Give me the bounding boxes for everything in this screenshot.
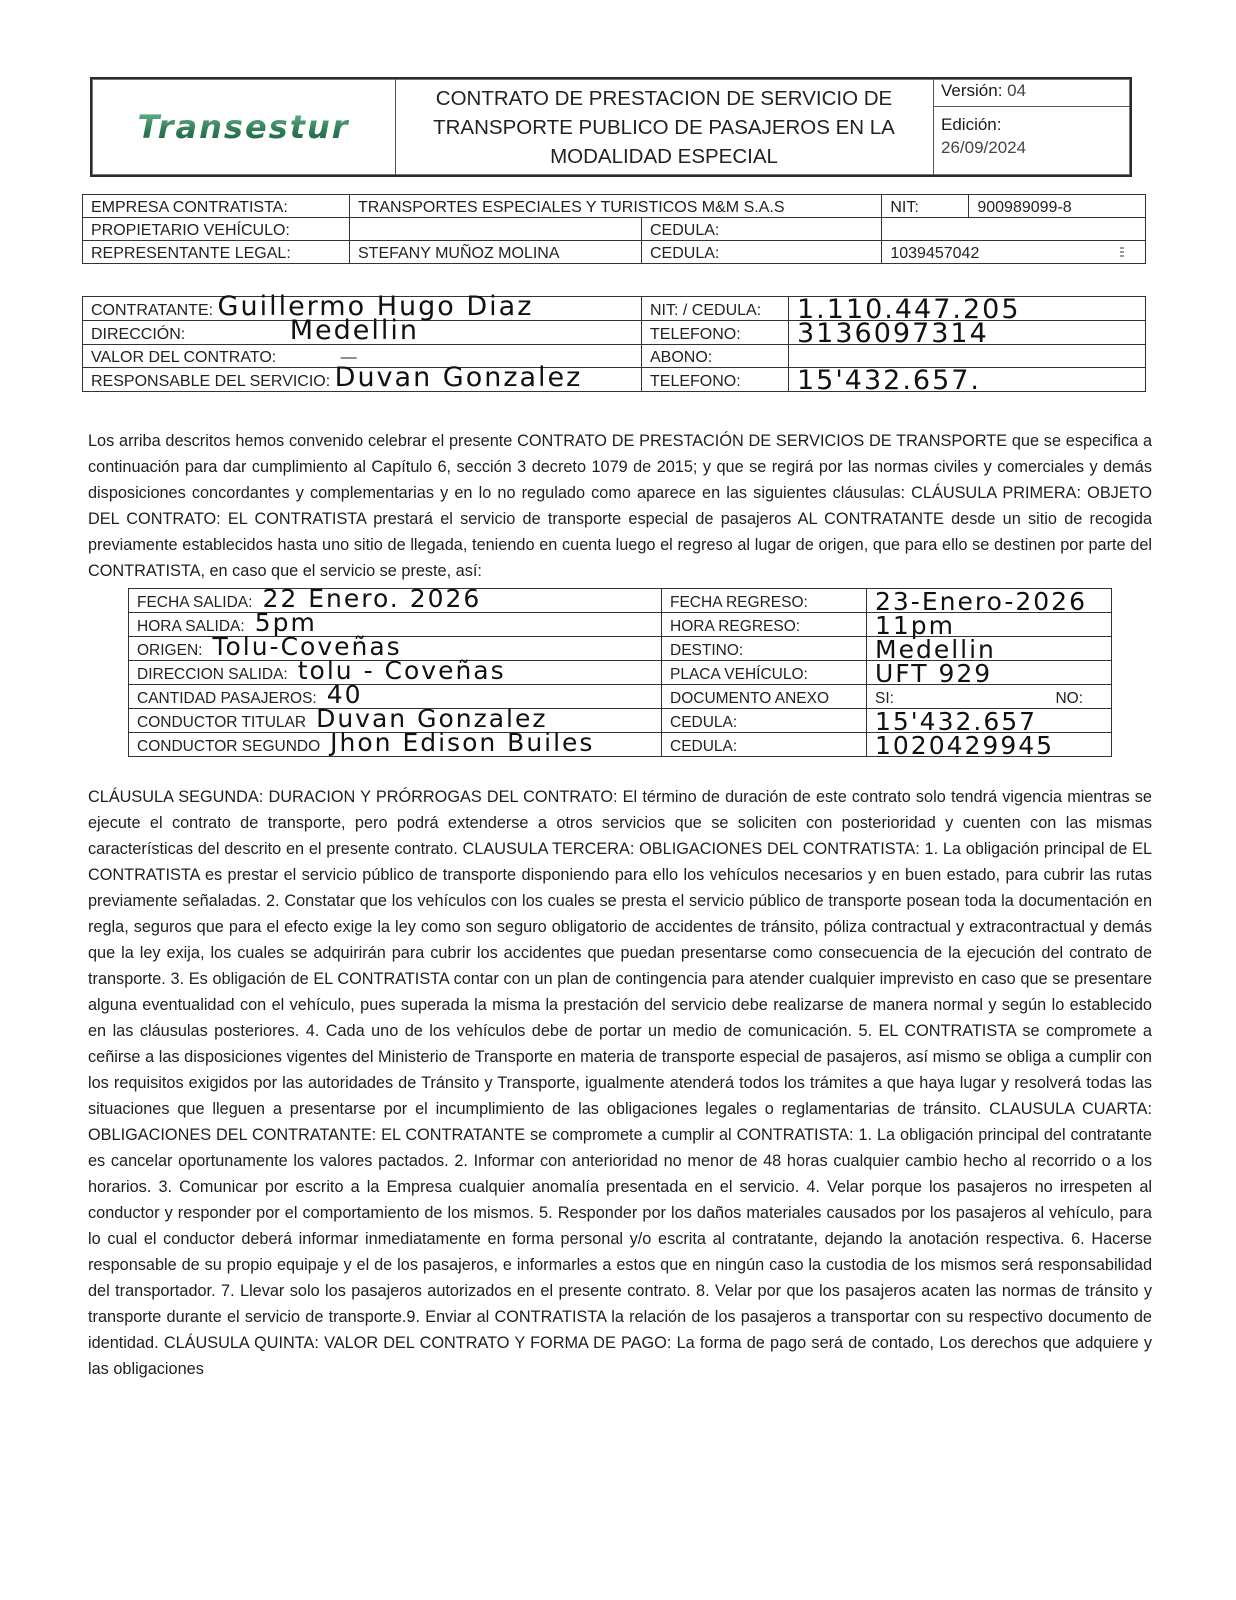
- trip-left-label: FECHA SALIDA:: [137, 594, 253, 611]
- representante-cedula-label: CEDULA:: [642, 241, 882, 264]
- valor-label: VALOR DEL CONTRATO:: [91, 349, 277, 366]
- anexo-si-checkbox[interactable]: SI:: [875, 690, 894, 707]
- intro-text: Los arriba descritos hemos convenido celebrar el presente CONTRATO DE PRESTACIÓN DE SERVICIOS DE TRANSPORTE que se especifica a continuación para dar cumplimiento al Capítulo 6, sección 3 decreto 1079 de 2015; y que se regirá por las normas civiles y comerciales y demás disposiciones concordantes y complementarias y en lo no regulado como aparece en las siguientes cláusulas: CLÁUSULA PRIMERA: OBJETO DEL CONTRATO: EL CONTRATISTA prestará el servicio de transporte especial de pasajeros AL CONTRATANTE desde un sitio de recogida previamente establecidos hasta uno sitio de llegada, teniendo en cuenta luego el regreso al lugar de origen, que para ello se destinen por parte del CONTRATISTA, en caso que el servicio se preste, así:: [88, 432, 1152, 580]
- version-value: 04: [1007, 81, 1027, 100]
- contratante-value: Guillermo Hugo Diaz: [217, 291, 534, 322]
- direccion-value: Medellin: [289, 315, 419, 346]
- trip-left-value: Tolu-Coveñas: [212, 632, 402, 661]
- trip-left-value: Jhon Edison Builes: [330, 728, 595, 757]
- trip-row: [129, 637, 1112, 661]
- trip-right-label: FECHA REGRESO:: [662, 589, 867, 613]
- clauses-paragraph: [88, 784, 1152, 1382]
- clauses-text: CLÁUSULA SEGUNDA: DURACION Y PRÓRROGAS DEL CONTRATO: El término de duración de este contrato solo tendrá vigencia mientras se ejecute el contrato de transporte, pero podrá extenderse a otros servicios que se soliciten con posterioridad y cuenten con las mismas características del descrito en el presente contrato. CLAUSULA TERCERA: OBLIGACIONES DEL CONTRATISTA: 1. La obligación principal de EL CONTRATISTA es prestar el servicio público de transporte disponiendo para ello los vehículos necesarios y en buen estado, para cubrir las rutas previamente señaladas. 2. Constatar que los vehículos con los cuales se presta el servicio público de transporte posean toda la documentación en regla, seguros que para el efecto exige la ley como son seguro obligatorio de accidentes de tránsito, póliza contractual y extracontractual y demás que la ley exija, los cuales se adquirirán para cubrir los accidentes que puedan presentarse como consecuencia de la ejecución del contrato de transporte. 3. Es obligación de EL CONTRATISTA contar con un plan de contingencia para atender cualquier imprevisto en caso que se presentare alguna eventualidad con el vehículo, pues superada la misma la prestación del servicio debe realizarse de manera normal y según lo establecido en las cláusulas posteriores. 4. Cada uno de los vehículos debe de portar un medio de comunicación. 5. EL CONTRATISTA se compromete a ceñirse a las disposiciones vigentes del Ministerio de Transporte en materia de transporte especial de pasajeros, así mismo se obliga a cumplir con los requisitos exigidos por las autoridades de Tránsito y Transporte, igualmente atenderá todos los trámites a que haya lugar y resolverá todas las situaciones que lleguen a presentarse por el incumplimiento de las obligaciones legales o reglamentarias de tránsito. CLAUSULA CUARTA: OBLIGACIONES DEL CONTRATANTE: EL CONTRATANTE se compromete a cumplir al CONTRATISTA: 1. La obligación principal del contratante es cancelar oportunamente los valores pactados. 2. Informar con anterioridad no menor de 48 horas cualquier cambio hecho al recorrido o a los horarios. 3. Comunicar por escrito a la Empresa cualquier anomalía presentada en el servicio. 4. Velar porque los pasajeros no irrespeten al conductor y responder por el comportamiento de los mismos. 5. Responder por los daños materiales causados por los pasajeros al vehículo, para lo cual el conductor deberá informar inmediatamente en forma personal y/o escrita al contratante, dejando la anotación respectiva. 6. Hacerse responsable de su propio equipaje y el de los pasajeros, e informarles a estos que en ningún caso la custodia de los mismos será responsabilidad del transportador. 7. Llevar solo los pasajeros autorizados en el presente contrato. 8. Velar por que los pasajeros acaten las normas de tránsito y transporte durante el servicio de transporte.9. Enviar al CONTRATISTA la relación de los pasajeros a transportar con su respectivo documento de identidad. CLÁUSULA QUINTA: VALOR DEL CONTRATO Y FORMA DE PAGO: La forma de pago será de contado, Los derechos que adquiere y las obligaciones: [88, 788, 1152, 1378]
- trip-right-value: 11pm: [867, 613, 1112, 637]
- nit-label: NIT:: [882, 195, 969, 218]
- trip-left-value: 40: [326, 680, 363, 709]
- anexo-no-checkbox[interactable]: NO:: [1055, 690, 1083, 707]
- contratante-label: CONTRATANTE:: [91, 302, 214, 319]
- trip-left-label: CANTIDAD PASAJEROS:: [137, 690, 317, 707]
- table-row: [83, 241, 1146, 264]
- document-header: [90, 77, 1132, 177]
- propietario-cedula-label: CEDULA:: [642, 218, 882, 241]
- trip-right-value: UFT 929: [867, 661, 1112, 685]
- nit-cedula-label: NIT: / CEDULA:: [642, 297, 789, 321]
- representante-value: STEFANY MUÑOZ MOLINA: [350, 241, 642, 264]
- table-row: [83, 195, 1146, 218]
- table-row: [83, 321, 1146, 345]
- client-table: [82, 291, 1146, 396]
- trip-left-label: HORA SALIDA:: [137, 618, 245, 635]
- trip-left-label: CONDUCTOR SEGUNDO: [137, 738, 321, 755]
- valor-value: —: [340, 349, 357, 366]
- nit-value: 900989099-8: [969, 195, 1146, 218]
- representante-label: REPRESENTANTE LEGAL:: [83, 241, 350, 264]
- trip-left-cell: [129, 584, 662, 613]
- version-label: Versión:: [941, 81, 1003, 100]
- document-title: [395, 79, 934, 175]
- trip-right-label: DOCUMENTO ANEXO: [662, 685, 867, 709]
- trip-left-cell: [129, 656, 662, 685]
- trip-right-value: 15'432.657: [867, 709, 1112, 733]
- trip-right-label: DESTINO:: [662, 637, 867, 661]
- trip-table: [128, 584, 1112, 760]
- company-table: [82, 194, 1146, 264]
- table-row: [83, 218, 1146, 241]
- trip-left-label: DIRECCION SALIDA:: [137, 666, 288, 683]
- telefono-value: 3136097314: [789, 321, 1146, 345]
- trip-left-label: ORIGEN:: [137, 642, 203, 659]
- responsable-telefono-value: 15'432.657.: [789, 368, 1146, 392]
- responsable-telefono-label: TELEFONO:: [642, 368, 789, 392]
- responsable-label: RESPONSABLE DEL SERVICIO:: [91, 373, 331, 390]
- title-line: TRANSPORTE PUBLICO DE PASAJEROS EN LA: [433, 115, 895, 139]
- trip-row: [129, 661, 1112, 685]
- direccion-label: DIRECCIÓN:: [91, 326, 186, 343]
- trip-right-label: CEDULA:: [662, 709, 867, 733]
- title-line: CONTRATO DE PRESTACION DE SERVICIO DE: [435, 86, 893, 110]
- table-row: [83, 368, 1146, 392]
- empresa-label: EMPRESA CONTRATISTA:: [83, 195, 350, 218]
- propietario-label: PROPIETARIO VEHÍCULO:: [83, 218, 350, 241]
- version-box: [933, 79, 1130, 107]
- trip-right-label: CEDULA:: [662, 733, 867, 757]
- telefono-label: TELEFONO:: [642, 321, 789, 345]
- title-line: MODALIDAD ESPECIAL: [550, 144, 778, 168]
- trip-right-value: 1020429945: [867, 733, 1112, 757]
- company-logo: [92, 79, 396, 175]
- trip-right-value: 23-Enero-2026: [867, 589, 1112, 613]
- edition-box: [933, 107, 1130, 175]
- nit-cedula-value: 1.110.447.205: [789, 297, 1146, 321]
- trip-row: [129, 685, 1112, 709]
- trip-left-value: 5pm: [254, 608, 317, 637]
- trip-left-value: 22 Enero. 2026: [262, 584, 482, 613]
- table-row: [83, 297, 1146, 321]
- trip-row: [129, 733, 1112, 757]
- trip-right-value: Medellin: [867, 637, 1112, 661]
- trip-right-label: PLACA VEHÍCULO:: [662, 661, 867, 685]
- trip-left-value: tolu - Coveñas: [297, 656, 506, 685]
- trip-right-label: HORA REGRESO:: [662, 613, 867, 637]
- representante-cedula-value: 1039457042: [882, 241, 1146, 264]
- intro-paragraph: [88, 428, 1152, 584]
- propietario-cedula-value: [882, 218, 1146, 241]
- trip-row: [129, 709, 1112, 733]
- trip-left-value: Duvan Gonzalez: [316, 704, 548, 733]
- responsable-value: Duvan Gonzalez: [334, 362, 583, 393]
- trip-left-cell: [129, 728, 662, 757]
- scan-mark: [1120, 247, 1124, 259]
- logo-text: Transestur: [137, 108, 350, 146]
- edition-value: 26/09/2024: [941, 138, 1027, 157]
- empresa-value: TRANSPORTES ESPECIALES Y TURISTICOS M&M S.A.S: [350, 195, 882, 218]
- abono-label: ABONO:: [642, 345, 789, 368]
- documento-anexo-options: [867, 685, 1112, 709]
- trip-left-label: CONDUCTOR TITULAR: [137, 714, 307, 731]
- edition-label: Edición:: [941, 115, 1002, 134]
- propietario-value: [350, 218, 642, 241]
